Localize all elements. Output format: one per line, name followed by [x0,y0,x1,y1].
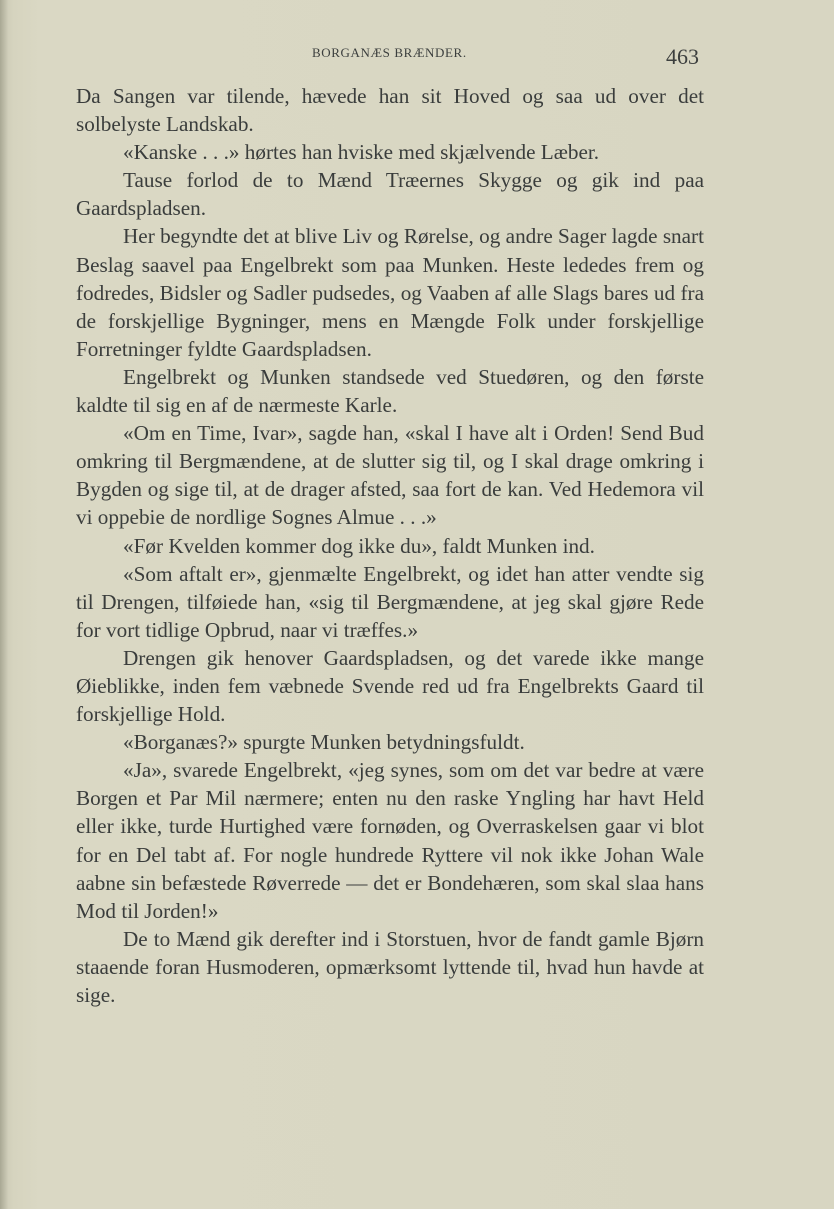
paragraph: Her begyndte det at blive Liv og Rørelse, og andre Sager lagde snart Beslag saavel paa Engelbrekt som paa Munken. Heste lededes frem og fodredes, Bidsler og Sadler pudsedes, og Vaaben af alle Slags bares ud fra de forskjellige Bygninger, mens en Mængde Folk under forskjellige Forretninger fyldte Gaardspladsen. [76,224,704,361]
page-binding-edge [0,0,8,1209]
paragraph: «Ja», svarede Engelbrekt, «jeg synes, som om det var bedre at være Borgen et Par Mil nærmere; enten nu den raske Yngling har havt Held eller ikke, turde Hurtighed være fornøden, og Overraskelsen gaar vi blot for en Del tabt af. For nogle hundrede Ryttere vil nok ikke Johan Wale aabne sin befæstede Røverrede — det er Bondehæren, som skal slaa hans Mod til Jorden!» [76,758,704,923]
page-number: 463 [666,44,699,69]
running-head [0,44,834,74]
running-head-title: BORGANÆS BRÆNDER. [312,45,467,60]
paragraph: «Om en Time, Ivar», sagde han, «skal I have alt i Orden! Send Bud omkring til Bergmændene, at de slutter sig til, og I skal drage omkring i Bygden og sige til, at de drager afsted, saa fort de kan. Ved Hedemora vil vi oppebie de nordlige Sognes Almue . . .» [76,421,704,530]
paragraph: Engelbrekt og Munken standsede ved Stuedøren, og den første kaldte til sig en af de nærmeste Karle. [76,364,704,418]
paragraph: «Som aftalt er», gjenmælte Engelbrekt, og idet han atter vendte sig til Drengen, tilføiede han, «sig til Bergmændene, at jeg skal gjøre Rede for vort tidlige Opbrud, naar vi træffes.» [76,561,704,642]
paragraph: De to Mænd gik derefter ind i Storstuen, hvor de fandt gamle Bjørn staaende foran Husmoderen, opmærksomt lyttende til, hvad hun havde at sige. [76,926,704,1007]
paragraph: Da Sangen var tilende, hævede han sit Hoved og saa ud over det solbelyste Landskab. [76,84,704,137]
body-text [76,82,704,1009]
paragraph: «Kanske . . .» hørtes han hviske med skjælvende Læber. [123,140,600,165]
paragraph: «Før Kvelden kommer dog ikke du», faldt Munken ind. [123,533,595,558]
paragraph: Tause forlod de to Mænd Træernes Skygge og gik ind paa Gaardspladsen. [76,168,704,221]
paragraph: «Borganæs?» spurgte Munken betydningsfuldt. [123,730,525,755]
paragraph: Drengen gik henover Gaardspladsen, og det varede ikke mange Øieblikke, inden fem væbnede Svende red ud fra Engelbrekts Gaard til forskjellige Hold. [76,645,704,727]
